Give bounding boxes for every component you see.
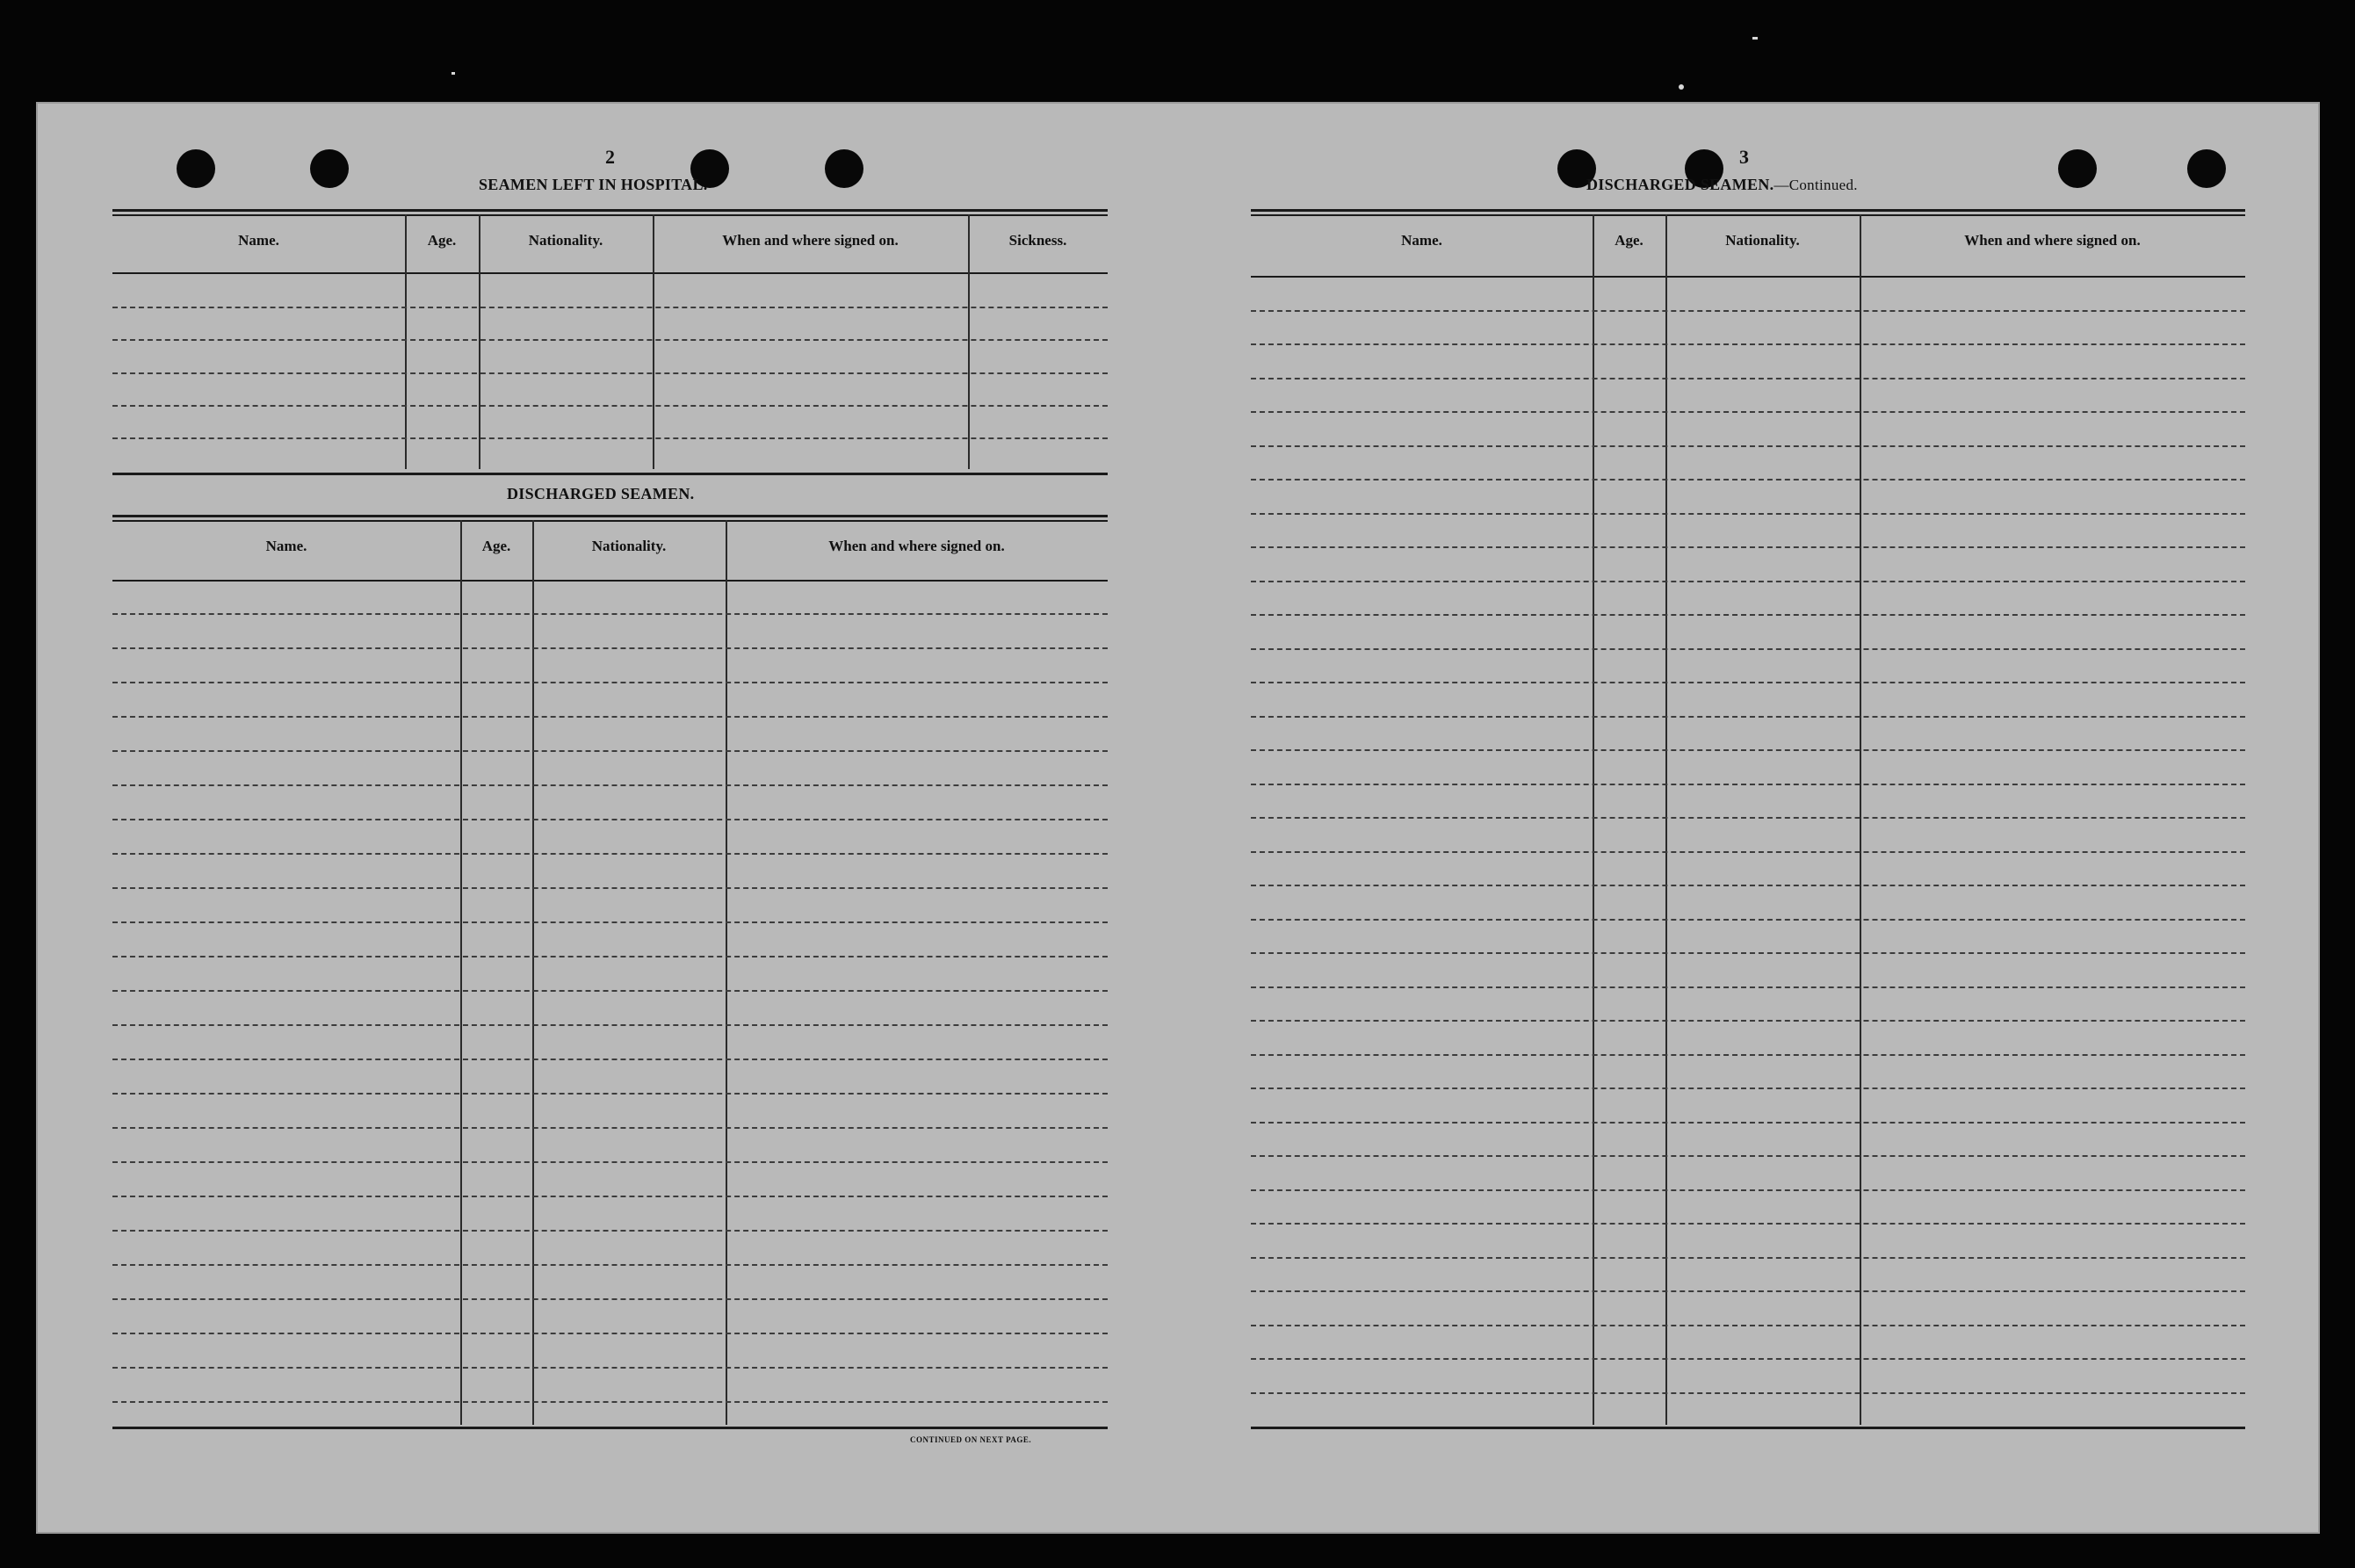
discharged-continued-table <box>1251 209 2245 1430</box>
scan-speck <box>1752 37 1758 40</box>
discharged-col-nationality: Nationality. <box>591 538 667 554</box>
page-number-left: 2 <box>605 146 615 168</box>
hospital-col-signed-on: When and where signed on. <box>722 232 899 249</box>
continued-col-nationality: Nationality. <box>1725 232 1800 249</box>
punch-hole <box>177 149 215 188</box>
hospital-col-age: Age. <box>427 232 457 249</box>
discharged-continued-title <box>1586 176 1858 194</box>
punch-hole <box>310 149 349 188</box>
discharged-continued-title-main: DISCHARGED SEAMEN. <box>1586 176 1774 193</box>
hospital-col-sickness: Sickness. <box>1008 232 1067 249</box>
discharged-section-title: DISCHARGED SEAMEN. <box>507 485 695 502</box>
hospital-section-title: SEAMEN LEFT IN HOSPITAL. <box>479 176 708 193</box>
discharged-continued-suffix: —Continued. <box>1773 177 1858 193</box>
discharged-col-name: Name. <box>265 538 307 554</box>
hospital-col-name: Name. <box>238 232 279 249</box>
punch-hole <box>2187 149 2226 188</box>
punch-hole <box>825 149 863 188</box>
continued-col-signed-on: When and where signed on. <box>1964 232 2141 249</box>
scan-speck <box>1679 84 1684 90</box>
continued-col-age: Age. <box>1615 232 1643 249</box>
ledger-sheet <box>36 102 2320 1534</box>
continued-note: CONTINUED ON NEXT PAGE. <box>910 1435 1032 1444</box>
discharged-col-signed-on: When and where signed on. <box>828 538 1005 554</box>
scan-speck <box>451 72 455 75</box>
punch-hole <box>2058 149 2097 188</box>
page-number-right: 3 <box>1739 146 1749 168</box>
hospital-table <box>112 209 1108 475</box>
discharged-col-age: Age. <box>481 538 511 554</box>
continued-col-name: Name. <box>1401 232 1442 249</box>
discharged-table <box>112 515 1108 1430</box>
hospital-col-nationality: Nationality. <box>528 232 603 249</box>
